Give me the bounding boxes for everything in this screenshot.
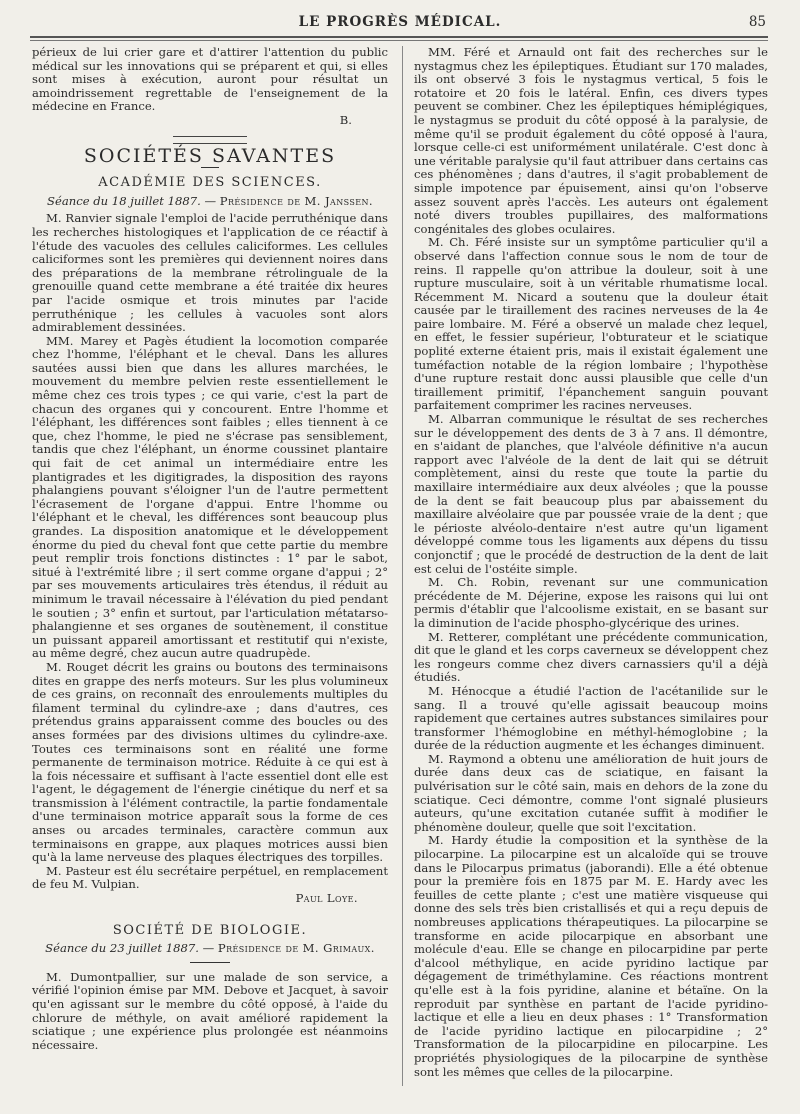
biology-seance <box>32 942 388 956</box>
paragraph-fere: M. Ch. Féré insiste sur un symptôme particulier qu'il a observé dans l'affection connue sous le nom de tour de reins. Il rappelle qu'on attribue la douleur, soit à une rupture musculaire, soit à un véritable rhumatisme local. Récemment M. Nicard a soutenu que la douleur était causée par le tiraillement des racines nerveuses de la 4e paire lombaire. M. Féré a observé un malade chez lequel, en effet, le fessier supérieur, l'obturateur et le sciatique poplité externe étaient pris, mais il existait également une tuméfaction notable de la région lombaire ; l'hypothèse d'une rupture restait donc aussi plausible que celle d'un tiraillement primitif, l'épanchement sanguin pouvant parfaitement comprimer les racines nerveuses. <box>414 235 768 413</box>
running-header <box>28 14 772 36</box>
journal-title: LE PROGRÈS MÉDICAL. <box>298 14 502 30</box>
biology-seance-presidence: Présidence de M. Grimaux. <box>217 941 375 956</box>
intro-paragraph: périeux de lui crier gare et d'attirer l'attention du public médical sur les innovations qui se préparent et qui, si elles sont mises à exécution, auront pour résultat un amoindrissement regrettable de l'enseignement de la médecine en France. <box>32 45 388 114</box>
academy-signature: Paul Loye. <box>295 891 358 906</box>
biology-title: SOCIÉTÉ DE BIOLOGIE. <box>112 922 308 938</box>
academy-paragraph-pasteur: M. Pasteur est élu secrétaire perpétuel, en remplacement de feu M. Vulpian. <box>32 863 388 892</box>
biology-rule <box>190 962 230 963</box>
header-rule <box>30 36 768 38</box>
paragraph-fere-arnauld: MM. Féré et Arnauld ont fait des recherches sur le nystagmus chez les épileptiques. Étudiant sur 170 malades, ils ont observé 3 fois le nystagmus vertical, 5 fois le rotatoire et 20 fois le latéral. Enfin, ces divers types peuvent se combiner. Chez les épileptiques hémiplégiques, le nystagmus se produit du côté opposé à la paralysie, de même qu'il se produit également du côté opposé à l'aura, lorsque celle-ci est uniformément unilatérale. C'est donc à une véritable paralysie qu'il faut attribuer dans certains cas ces phénomènes ; dans d'autres, il s'agit probablement de simple impotence par épuisement, ainsi qu'on l'observe assez souvent après l'accès. Les auteurs ont également noté divers troubles pupillaires, des malformations congénitales des globes oculaires. <box>414 45 768 236</box>
header-rule-thin <box>30 40 768 41</box>
left-column <box>32 46 388 1052</box>
academy-title: ACADÉMIE DES SCIENCES. <box>98 175 322 191</box>
biology-paragraph-dumontpallier: M. Dumontpallier, sur une malade de son service, a vérifié l'opinion émise par MM. Debove et Jacquet, à savoir qu'en agissant sur le membre du côté opposé, à l'aide du chlorure de méthyle, on avait amélioré rapidement la sciatique ; une expérience plus prolongée est néanmoins nécessaire. <box>32 969 388 1052</box>
short-rule <box>201 167 219 168</box>
academy-paragraph-ranvier: M. Ranvier signale l'emploi de l'acide perruthénique dans les recherches histologiques et l'application de ce réactif à l'étude des vacuoles des cellules caliciformes. Les cellules caliciformes sont les premières qui deviennent noires dans des préparations de la membrane rétrolinguale de la grenouille quand cette membrane a été traitée dix heures par l'acide osmique et trois minutes par l'acide perruthénique ; les cellules à vacuoles sont alors admirablement dessinées. <box>32 211 388 335</box>
paragraph-retterer: M. Retterer, complétant une précédente communication, dit que le gland et les corps caverneux se développent chez les rongeurs comme chez divers carnassiers qu'il a déjà étudiés. <box>414 629 768 685</box>
right-column <box>414 46 768 1079</box>
academy-seance <box>32 195 388 209</box>
paragraph-henocque: M. Hénocque a étudié l'action de l'acétanilide sur le sang. Il a trouvé qu'elle agissait beaucoup moins rapidement que certaines autres substances similaires pour transformer l'hémoglobine en méthyl-hémoglobine ; la durée de la réduction augmente et les échanges diminuent. <box>414 683 768 753</box>
academy-seance-date: Séance du 18 juillet 1887. — <box>47 193 220 208</box>
ornament-separator <box>173 136 247 144</box>
paragraph-raymond: M. Raymond a obtenu une amélioration de huit jours de durée dans deux cas de sciatique, en faisant la pulvérisation sur le côté sain, mais en dehors de la zone du sciatique. Ceci démontre, comme l'ont signalé plusieurs auteurs, qu'une excitation cutanée suffit à modifier le phénomène douleur, quelle que soit l'excitation. <box>414 751 768 834</box>
paragraph-hardy: M. Hardy étudie la composition et la synthèse de la pilocarpine. La pilocarpine est un alcaloïde qui se trouve dans le Pilocarpus primatus (jaborandi). Elle a été obtenue pour la première fois en 1875 par M. E. Hardy avec les feuilles de cette plante ; c'est une matière visqueuse qui donne des sels très bien cristallisés et qui a reçu depuis de nombreuses applications thérapeutiques. La pilocarpine se transforme en acide pilocarpique en absorbant une molécule d'eau. Elle se change en pilocarpidine par perte d'alcool méthylique, en acide pyridino lactique par dégagement de triméthylamine. Ces réactions montrent qu'elle est à la fois pyridine, alanine et bétaïne. On la reproduit par synthèse en partant de l'acide pyridino-lactique et elle a lieu en deux phases : 1° Transformation de l'acide pyridino lactique en pilocarpidine ; 2° Transformation de la pilocarpidine en pilocarpine. Les propriétés physiologiques de la pilocarpine de synthèse sont les mêmes que celles de la pilocarpine. <box>414 833 768 1079</box>
academy-seance-presidence: Présidence de M. Janssen. <box>219 193 373 208</box>
section-title: SOCIÉTÉS SAVANTES <box>83 144 337 167</box>
academy-paragraph-rouget: M. Rouget décrit les grains ou boutons des terminaisons dites en grappe des nerfs moteurs. Sur les plus volumineux de ces grains, on reconnaît des enroulements multiples du filament terminal du cylindre-axe ; dans d'autres, ces prétendus grains apparaissent comme des boucles ou des anses formées par des divisions ultimes du cylindre-axe. Toutes ces terminaisons sont en réalité une forme permanente de terminaison motrice. Réduite à ce qui est à la fois nécessaire et suffisant à l'acte essentiel dont elle est l'agent, le dégagement de l'énergie cinétique du nerf et sa transmission à l'élément contractile, la partie fondamentale d'une terminaison motrice apparaît sous la forme de ces anses ou arcades terminales, caractère commun aux terminaisons en grappe, aux plaques motrices aussi bien qu'à la lame nerveuse des plaques électriques des torpilles. <box>32 659 388 865</box>
page-number: 85 <box>748 14 766 30</box>
intro-signature: B. <box>339 112 352 127</box>
academy-paragraph-marey: MM. Marey et Pagès étudient la locomotion comparée chez l'homme, l'éléphant et le cheval. Dans les allures sautées aussi bien que dans les allures marchées, le mouvement du membre pelvien reste essentiellement le même chez ces trois types ; ce qui varie, c'est la part de chacun des organes qui y concourent. Entre l'homme et l'éléphant, les différences sont faibles ; elles tiennent à ce que, chez l'homme, le pied ne s'écrase pas sensiblement, tandis que chez l'éléphant, un énorme coussinet plantaire qui fait de cet animal un intermédiaire entre les plantigrades et les digitigrades, la disposition des rayons phalangiens pouvant s'éloigner l'un de l'autre permettent l'écrasement de l'organe d'appui. Entre l'homme ou l'éléphant et le cheval, les différences sont beaucoup plus grandes. La disposition anatomique et le développement énorme du pied du cheval font que cette partie du membre peut remplir trois fonctions distinctes : 1° par le sabot, situé à l'extrémité libre ; il sert comme organe d'appui ; 2° par ses mouvements articulaires très étendus, il réduit au minimum le travail nécessaire à l'élévation du pied pendant le soutien ; 3° enfin et surtout, par l'articulation métatarso-phalangienne et ses organes de soutènement, il constitue un puissant appareil amortissant et restitutif qui n'existe, au même degré, chez aucun autre quadrupède. <box>32 333 388 661</box>
biology-seance-date: Séance du 23 juillet 1887. — <box>45 941 218 956</box>
paragraph-robin: M. Ch. Robin, revenant sur une communication précédente de M. Déjerine, expose les raisons qui lui ont permis d'établir que l'alcoolisme existait, en se basant sur la diminution de l'acide phospho-glycérique des urines. <box>414 575 768 630</box>
paragraph-albarran: M. Albarran communique le résultat de ses recherches sur le développement des dents de 3 à 7 ans. Il démontre, en s'aidant de planches, que l'alvéole définitive n'a aucun rapport avec l'alvéole de la dent de lait qui se détruit complètement, ainsi du reste que toute la partie du maxillaire intermédiaire aux deux alvéoles ; que la pousse de la dent se fait beaucoup plus par abaissement du maxillaire alvéolaire que par poussée vraie de la dent ; que le périoste alvéolo-dentaire n'est autre qu'un ligament développé comme tous les ligaments aux dépens du tissu conjonctif ; que le procédé de destruction de la dent de lait est celui de l'ostéite simple. <box>414 412 768 576</box>
column-divider <box>402 46 403 1086</box>
